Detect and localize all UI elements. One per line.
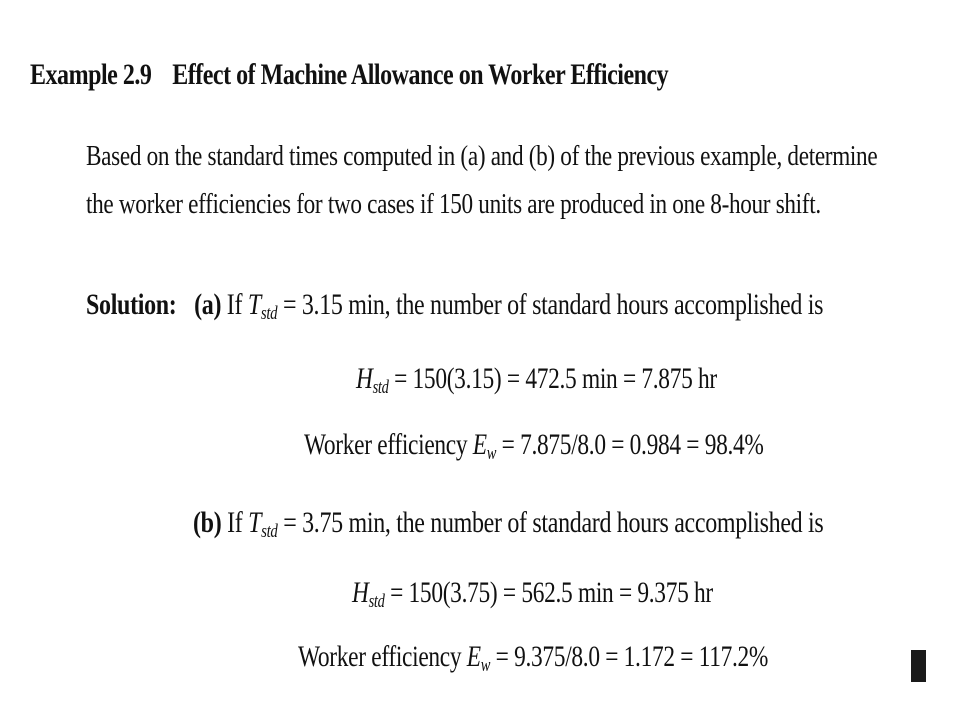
example-heading: [30, 58, 668, 92]
part-a-e-symbol: E: [472, 428, 487, 461]
part-b-tag: (b): [193, 506, 222, 539]
part-b-e-subscript: w: [480, 655, 491, 677]
part-a-hours-rhs: = 150(3.15) = 472.5 min = 7.875 hr: [388, 362, 717, 395]
part-a-eff-label: Worker efficiency: [304, 428, 473, 461]
problem-statement-line-1: Based on the standard times computed in (a) and (b) of the previous example, determine: [86, 140, 878, 172]
part-b-t-symbol: T: [248, 506, 262, 539]
part-a-h-symbol: H: [356, 362, 373, 395]
example-number: Example 2.9: [30, 58, 152, 91]
part-b-eff-rhs: = 9.375/8.0 = 1.172 = 117.2%: [490, 640, 769, 673]
part-a-t-symbol: T: [247, 288, 261, 321]
part-b-efficiency-equation: [298, 640, 769, 677]
part-a-h-subscript: std: [372, 377, 389, 399]
part-a-intro-post: = 3.15 min, the number of standard hours accomplished is: [277, 288, 824, 321]
part-b-standard-hours-equation: [352, 576, 713, 613]
example-title: Effect of Machine Allowance on Worker Efficiency: [172, 58, 669, 91]
part-a-intro-pre: If: [226, 288, 248, 321]
part-a-eff-rhs: = 7.875/8.0 = 0.984 = 98.4%: [496, 428, 764, 461]
solution-label: Solution:: [86, 288, 177, 321]
solution-part-a-intro: [86, 288, 824, 325]
part-b-h-subscript: std: [368, 591, 385, 613]
part-a-standard-hours-equation: [356, 362, 717, 399]
solution-part-b-intro: [193, 506, 824, 543]
part-b-h-symbol: H: [352, 576, 369, 609]
part-b-hours-rhs: = 150(3.75) = 562.5 min = 9.375 hr: [384, 576, 713, 609]
part-b-intro-post: = 3.75 min, the number of standard hours accomplished is: [277, 506, 824, 539]
part-b-e-symbol: E: [466, 640, 481, 673]
part-b-intro-pre: If: [227, 506, 249, 539]
part-a-tag: (a): [194, 288, 222, 321]
part-b-eff-label: Worker efficiency: [298, 640, 467, 673]
part-a-efficiency-equation: [304, 428, 764, 465]
part-a-t-subscript: std: [260, 303, 278, 325]
part-a-e-subscript: w: [486, 443, 497, 465]
problem-statement-line-2: the worker efficiencies for two cases if 150 units are produced in one 8-hour shift.: [86, 188, 821, 220]
end-of-example-mark: [911, 650, 926, 682]
part-b-t-subscript: std: [261, 521, 278, 543]
